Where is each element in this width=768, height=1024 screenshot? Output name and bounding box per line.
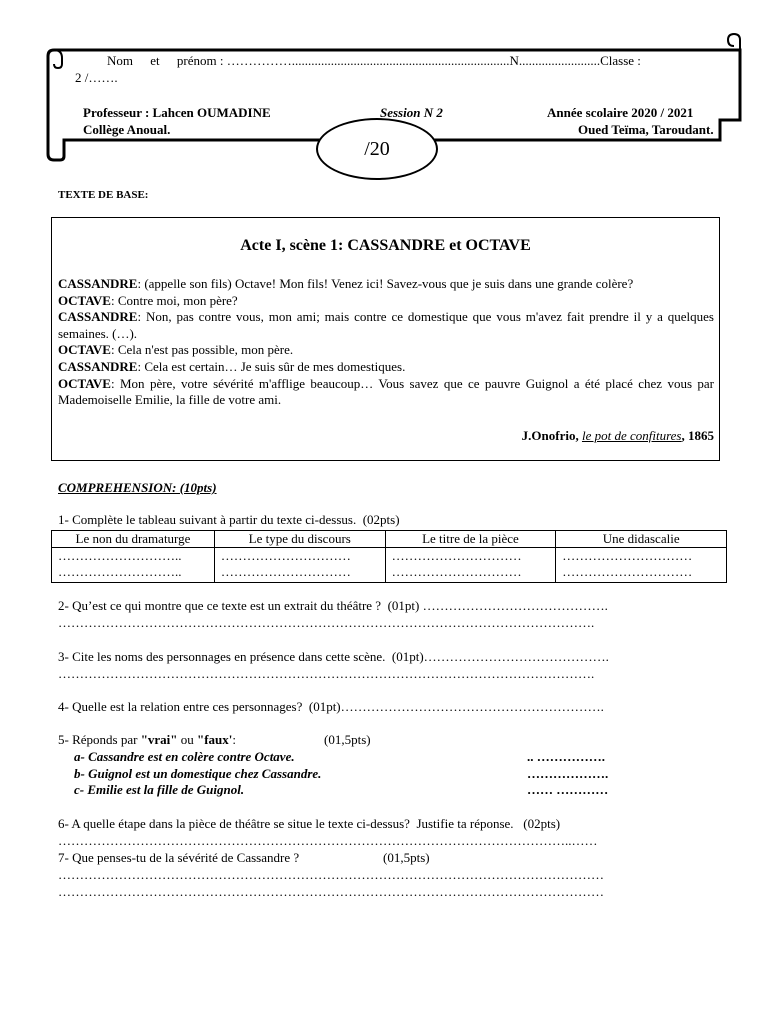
- dialogue-line: CASSANDRE: (appelle son fils) Octave! Mon fils! Venez ici! Savez-vous que je suis dans une grande colère?: [58, 276, 634, 291]
- true-false-statement: a- Cassandre est en colère contre Octave.: [74, 749, 295, 764]
- comprehension-title: COMPREHENSION: (10pts): [58, 480, 217, 495]
- text-source: [58, 428, 714, 444]
- question-7: 7- Que penses-tu de la sévérité de Cassandre ?: [58, 850, 300, 865]
- name-prenom-label: prénom : ……………...................................................................N.........................Classe :: [176, 53, 641, 68]
- dialogue: [58, 276, 714, 409]
- name-et: et: [150, 53, 160, 68]
- table-header: Le titre de la pièce: [385, 531, 556, 548]
- question-1: 1- Complète le tableau suivant à partir du texte ci-dessus. (02pts): [58, 512, 400, 527]
- true-false-blank[interactable]: ……………….: [527, 766, 609, 781]
- table-answer-cell[interactable]: ………………………… …………………………: [214, 548, 385, 583]
- true-false-blank[interactable]: …… …………: [527, 782, 609, 797]
- true-false-statement: b- Guignol est un domestique chez Cassandre.: [74, 766, 322, 781]
- school-location: Oued Teïma, Taroudant.: [578, 122, 714, 137]
- school-name: Collège Anoual.: [83, 122, 171, 137]
- table-header: Une didascalie: [556, 531, 727, 548]
- answer-line-2[interactable]: …………………………………………………………………………………………………………….: [58, 615, 595, 630]
- question-4: 4- Quelle est la relation entre ces personnages? (01pt)…………………………………………………….: [58, 699, 604, 714]
- question-2: 2- Qu’est ce qui montre que ce texte est un extrait du théâtre ? (01pt) …………………………………….: [58, 598, 608, 613]
- question-7-points: (01,5pts): [383, 850, 430, 865]
- name-field[interactable]: [75, 53, 725, 69]
- true-false-blank[interactable]: .. …………….: [527, 749, 605, 764]
- dialogue-line: CASSANDRE: Cela est certain… Je suis sûr de mes domestiques.: [58, 358, 406, 374]
- dialogue-line: OCTAVE: Cela n'est pas possible, mon père.: [58, 342, 294, 358]
- table-answer-cell[interactable]: ………………………… …………………………: [556, 548, 727, 583]
- teacher-name: Professeur : Lahcen OUMADINE: [83, 105, 271, 120]
- score-oval[interactable]: [316, 118, 438, 180]
- answer-line-7[interactable]: ………………………………………………………………………………………………………………: [58, 884, 604, 899]
- answer-line-3[interactable]: …………………………………………………………………………………………………………….: [58, 666, 595, 681]
- answer-table: [51, 530, 727, 583]
- table-answer-cell[interactable]: ………………………… …………………………: [385, 548, 556, 583]
- dialogue-line: OCTAVE: Contre moi, mon père?: [58, 292, 238, 308]
- answer-line-6[interactable]: ………………………………………………………………………………………………………..……: [58, 833, 598, 848]
- question-5-points: (01,5pts): [324, 732, 371, 747]
- base-text-label: TEXTE DE BASE:: [58, 189, 149, 201]
- dialogue-line: OCTAVE: Mon père, votre sévérité m'afflige beaucoup… Vous savez que ce pauvre Guignol a été placé chez vous par Mademoiselle Emilie, la fille de votre ami.: [58, 375, 714, 408]
- scene-title: Acte I, scène 1: CASSANDRE et OCTAVE: [240, 237, 531, 254]
- source-work-title: le pot de confitures: [581, 428, 682, 443]
- dialogue-line: CASSANDRE: Non, pas contre vous, mon ami; mais contre ce domestique que vous m'avez fait prendre il y a quelques semaines. (…).: [58, 309, 714, 341]
- source-year: , 1865: [681, 428, 714, 443]
- school-year: Année scolaire 2020 / 2021: [547, 105, 694, 120]
- table-answer-cell[interactable]: ……………………….. ………………………..: [52, 548, 215, 583]
- answer-line-7[interactable]: ………………………………………………………………………………………………………………: [58, 867, 604, 882]
- source-author: J.Onofrio,: [521, 428, 579, 443]
- table-header: Le non du dramaturge: [52, 531, 215, 548]
- true-false-statement: c- Emilie est la fille de Guignol.: [74, 782, 245, 797]
- score-value: /20: [364, 137, 390, 160]
- class-field-continued[interactable]: 2 /…….: [75, 70, 118, 85]
- question-3: 3- Cite les noms des personnages en présence dans cette scène. (01pt)…………………………………….: [58, 649, 609, 664]
- question-6: 6- A quelle étape dans la pièce de théâtre se situe le texte ci-dessus? Justifie ta réponse. (02pts): [58, 816, 561, 831]
- question-5: 5- Réponds par "vrai" ou "faux':: [58, 732, 237, 747]
- table-header: Le type du discours: [214, 531, 385, 548]
- name-label: Nom: [107, 53, 133, 68]
- session-label: Session N 2: [380, 105, 443, 120]
